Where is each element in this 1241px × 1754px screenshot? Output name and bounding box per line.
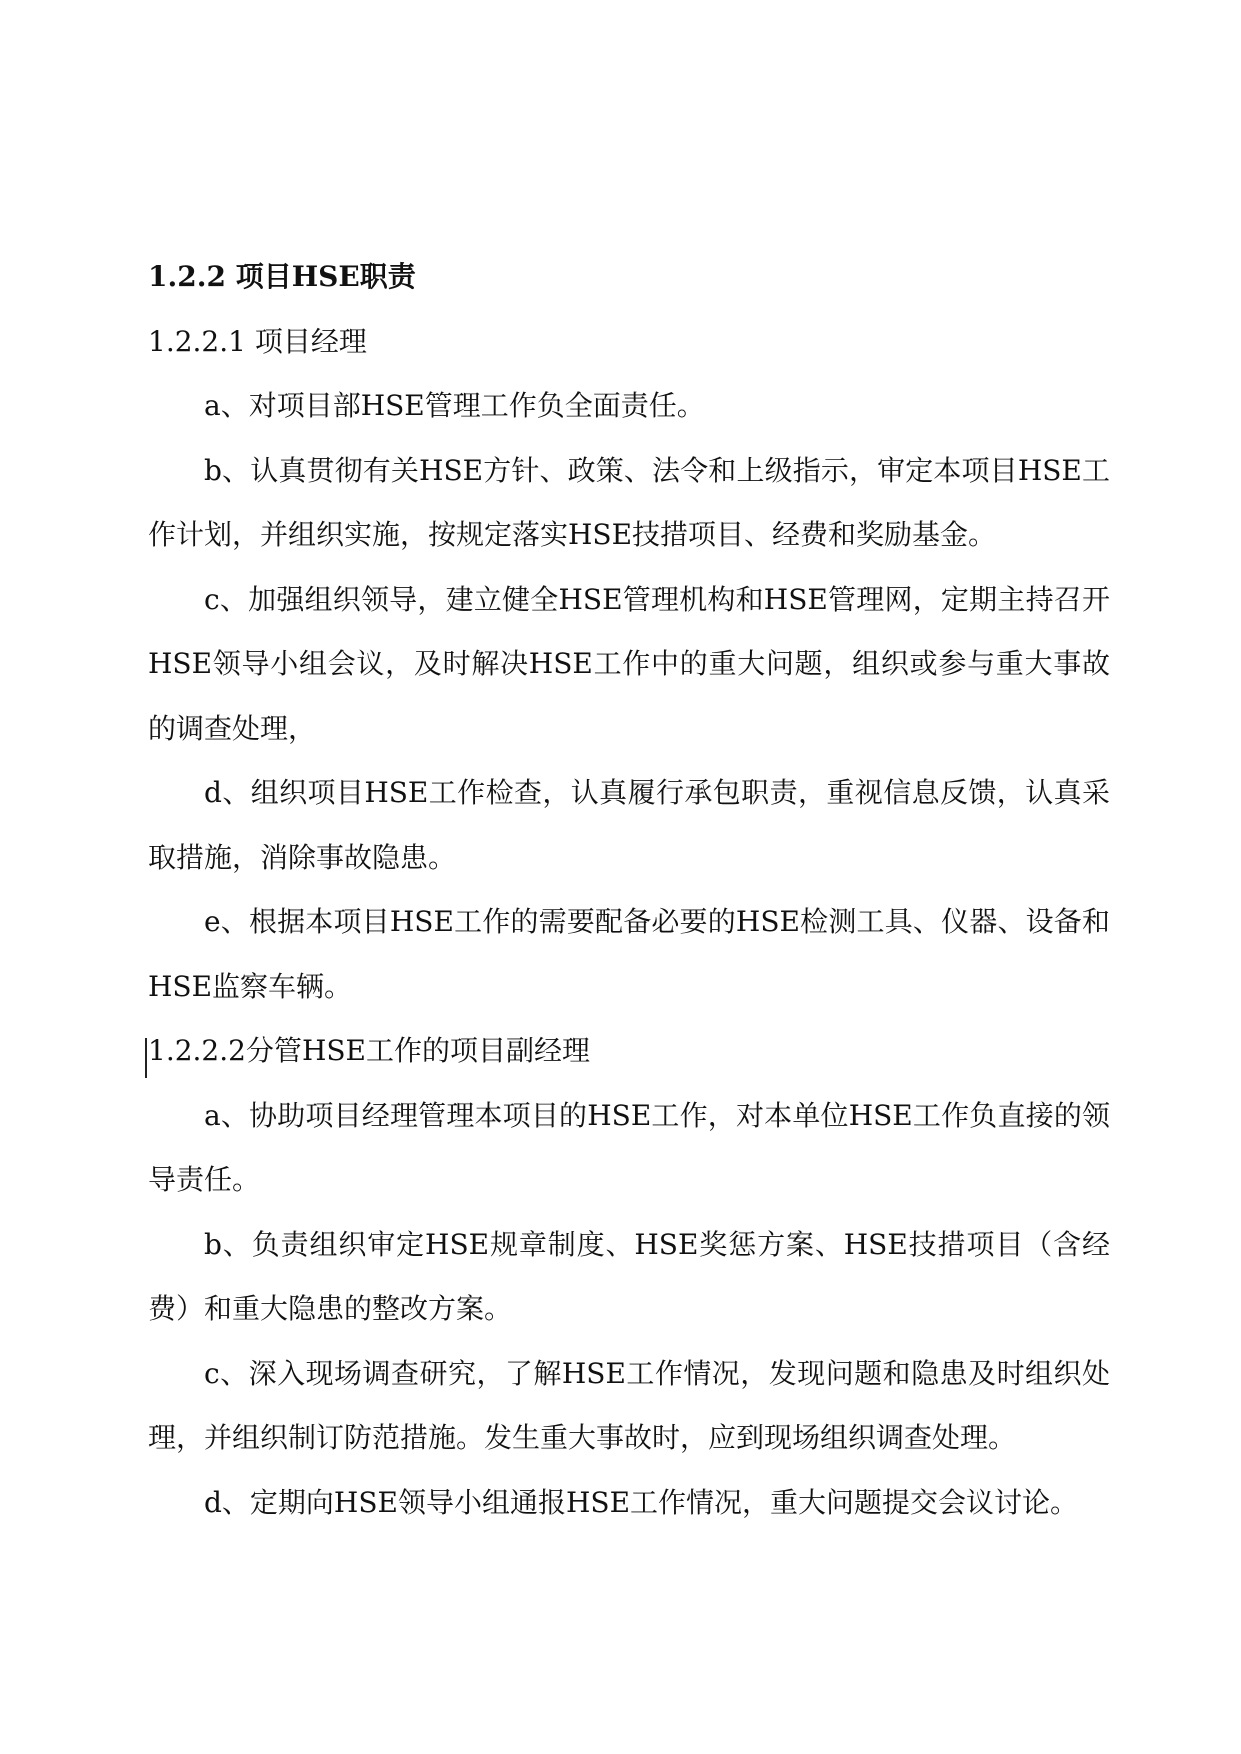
paragraph-item: d、组织项目HSE工作检查，认真履行承包职责，重视信息反馈，认真采取措施，消除事故隐患。	[148, 776, 1110, 874]
section-heading: 1.2.2 项目HSE职责	[148, 260, 416, 293]
subsection-heading-deputy-manager: 1.2.2.2分管HSE工作的项目副经理	[148, 1034, 590, 1067]
paragraph-item: c、加强组织领导，建立健全HSE管理机构和HSE管理网，定期主持召开HSE领导小组会议，及时解决HSE工作中的重大问题，组织或参与重大事故的调查处理，	[148, 582, 1110, 745]
subsection-heading-project-manager: 1.2.2.1 项目经理	[148, 324, 367, 358]
paragraph-item: e、根据本项目HSE工作的需要配备必要的HSE检测工具、仪器、设备和HSE监察车辆。	[148, 905, 1110, 1003]
paragraph-item: c、深入现场调查研究，了解HSE工作情况，发现问题和隐患及时组织处理，并组织制订防范措施。发生重大事故时，应到现场组织调查处理。	[148, 1356, 1110, 1454]
paragraph-item: a、协助项目经理管理本项目的HSE工作，对本单位HSE工作负直接的领导责任。	[148, 1098, 1110, 1196]
document-body	[148, 245, 1110, 1535]
text-cursor	[145, 1038, 147, 1078]
paragraph-item: b、认真贯彻有关HSE方针、政策、法令和上级指示，审定本项目HSE工作计划，并组织实施，按规定落实HSE技措项目、经费和奖励基金。	[148, 453, 1110, 551]
paragraph-item: d、定期向HSE领导小组通报HSE工作情况，重大问题提交会议讨论。	[204, 1485, 1079, 1519]
paragraph-item: a、对项目部HSE管理工作负全面责任。	[204, 389, 705, 422]
paragraph-item: b、负责组织审定HSE规章制度、HSE奖惩方案、HSE技措项目（含经费）和重大隐患的整改方案。	[148, 1227, 1110, 1325]
